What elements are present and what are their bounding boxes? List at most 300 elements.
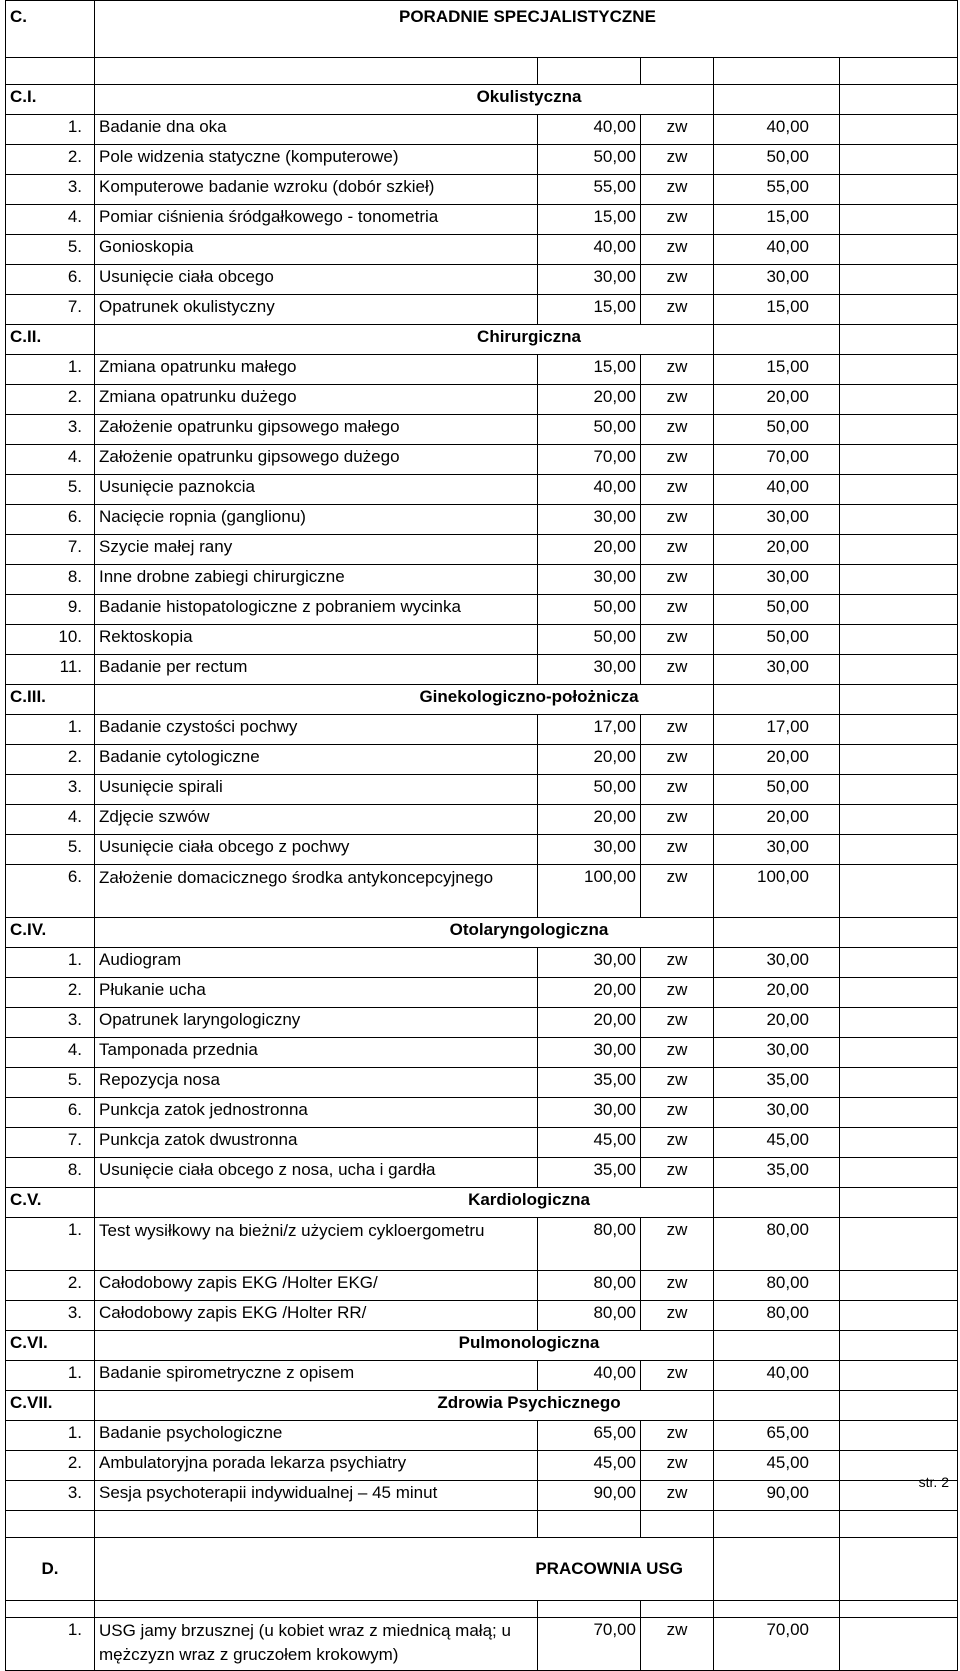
empty-cell xyxy=(714,918,840,948)
item-number: 3. xyxy=(6,1008,95,1038)
item-vat: zw xyxy=(641,175,714,205)
item-vat: zw xyxy=(641,295,714,325)
table-row xyxy=(6,205,958,235)
item-name: Usunięcie spirali xyxy=(95,775,538,805)
item-gross: 70,00 xyxy=(714,1618,840,1671)
item-price: 70,00 xyxy=(538,1618,641,1671)
item-price: 20,00 xyxy=(538,805,641,835)
empty-cell xyxy=(840,85,958,115)
item-vat: zw xyxy=(641,715,714,745)
item-price: 80,00 xyxy=(538,1218,641,1271)
item-price: 40,00 xyxy=(538,115,641,145)
item-gross: 50,00 xyxy=(714,145,840,175)
item-gross: 70,00 xyxy=(714,445,840,475)
section-title: Zdrowia Psychicznego xyxy=(95,1391,714,1421)
empty-cell xyxy=(840,595,958,625)
empty-cell xyxy=(840,1618,958,1671)
item-name: Zmiana opatrunku małego xyxy=(95,355,538,385)
empty-cell xyxy=(714,1188,840,1218)
table-row xyxy=(6,565,958,595)
empty-cell xyxy=(840,1158,958,1188)
table-row xyxy=(6,775,958,805)
item-price: 20,00 xyxy=(538,385,641,415)
item-price: 50,00 xyxy=(538,415,641,445)
section-code: C.VII. xyxy=(6,1391,95,1421)
table-row xyxy=(6,805,958,835)
item-vat: zw xyxy=(641,385,714,415)
table-row xyxy=(6,715,958,745)
empty-cell xyxy=(840,145,958,175)
item-number: 9. xyxy=(6,595,95,625)
item-number: 1. xyxy=(6,948,95,978)
item-price: 50,00 xyxy=(538,595,641,625)
item-name: Tamponada przednia xyxy=(95,1038,538,1068)
table-row xyxy=(6,1451,958,1481)
empty-cell xyxy=(840,835,958,865)
table-row xyxy=(6,115,958,145)
table-row xyxy=(6,1068,958,1098)
empty-cell xyxy=(840,175,958,205)
empty-cell xyxy=(840,715,958,745)
empty-cell xyxy=(840,1068,958,1098)
empty-cell xyxy=(538,1601,641,1618)
empty-cell xyxy=(714,1601,840,1618)
item-price: 17,00 xyxy=(538,715,641,745)
table-row xyxy=(6,1158,958,1188)
table-row xyxy=(6,175,958,205)
item-number: 1. xyxy=(6,1618,95,1671)
price-table xyxy=(5,0,958,1671)
item-number: 1. xyxy=(6,115,95,145)
item-gross: 30,00 xyxy=(714,1038,840,1068)
item-vat: zw xyxy=(641,595,714,625)
empty-cell xyxy=(641,58,714,85)
item-name: Płukanie ucha xyxy=(95,978,538,1008)
item-name: Nacięcie ropnia (ganglionu) xyxy=(95,505,538,535)
empty-cell xyxy=(840,475,958,505)
item-name: Sesja psychoterapii indywidualnej – 45 minut xyxy=(95,1481,538,1511)
item-vat: zw xyxy=(641,355,714,385)
item-number: 5. xyxy=(6,1068,95,1098)
table-row xyxy=(6,535,958,565)
empty-cell xyxy=(840,1098,958,1128)
empty-cell xyxy=(840,805,958,835)
empty-cell xyxy=(714,325,840,355)
empty-cell xyxy=(840,948,958,978)
item-price: 30,00 xyxy=(538,505,641,535)
item-price: 45,00 xyxy=(538,1451,641,1481)
item-vat: zw xyxy=(641,1451,714,1481)
item-number: 11. xyxy=(6,655,95,685)
table-row xyxy=(6,445,958,475)
item-name: Ambulatoryjna porada lekarza psychiatry xyxy=(95,1451,538,1481)
item-price: 30,00 xyxy=(538,1098,641,1128)
item-gross: 15,00 xyxy=(714,355,840,385)
empty-cell xyxy=(641,1601,714,1618)
item-gross: 40,00 xyxy=(714,235,840,265)
item-vat: zw xyxy=(641,505,714,535)
item-gross: 20,00 xyxy=(714,805,840,835)
table-row xyxy=(6,978,958,1008)
section-title: Pulmonologiczna xyxy=(95,1331,714,1361)
item-number: 1. xyxy=(6,355,95,385)
item-gross: 20,00 xyxy=(714,978,840,1008)
table-row xyxy=(6,1361,958,1391)
item-price: 20,00 xyxy=(538,535,641,565)
item-number: 5. xyxy=(6,475,95,505)
item-name: Pomiar ciśnienia śródgałkowego - tonometria xyxy=(95,205,538,235)
table-row xyxy=(6,1128,958,1158)
section-header-row xyxy=(6,1188,958,1218)
item-name: Usunięcie ciała obcego xyxy=(95,265,538,295)
empty-cell xyxy=(840,565,958,595)
item-number: 2. xyxy=(6,1451,95,1481)
item-price: 30,00 xyxy=(538,265,641,295)
item-vat: zw xyxy=(641,1038,714,1068)
item-name: Usunięcie paznokcia xyxy=(95,475,538,505)
item-price: 35,00 xyxy=(538,1068,641,1098)
item-name: Całodobowy zapis EKG /Holter EKG/ xyxy=(95,1271,538,1301)
item-vat: zw xyxy=(641,835,714,865)
item-vat: zw xyxy=(641,1421,714,1451)
item-gross: 15,00 xyxy=(714,295,840,325)
section-header-row xyxy=(6,1391,958,1421)
item-name: Zmiana opatrunku dużego xyxy=(95,385,538,415)
item-vat: zw xyxy=(641,865,714,918)
item-vat: zw xyxy=(641,415,714,445)
item-price: 15,00 xyxy=(538,295,641,325)
table-row xyxy=(6,145,958,175)
section-header-row xyxy=(6,918,958,948)
item-gross: 65,00 xyxy=(714,1421,840,1451)
empty-cell xyxy=(840,1218,958,1271)
item-vat: zw xyxy=(641,565,714,595)
item-price: 30,00 xyxy=(538,835,641,865)
item-vat: zw xyxy=(641,475,714,505)
empty-cell xyxy=(840,265,958,295)
item-vat: zw xyxy=(641,115,714,145)
empty-cell xyxy=(840,745,958,775)
empty-cell xyxy=(840,1331,958,1361)
item-gross: 90,00 xyxy=(714,1481,840,1511)
item-vat: zw xyxy=(641,1098,714,1128)
section-header-row xyxy=(6,325,958,355)
table-row xyxy=(6,265,958,295)
item-gross: 30,00 xyxy=(714,265,840,295)
item-gross: 45,00 xyxy=(714,1128,840,1158)
item-gross: 20,00 xyxy=(714,535,840,565)
item-gross: 100,00 xyxy=(714,865,840,918)
item-price: 80,00 xyxy=(538,1271,641,1301)
table-row xyxy=(6,835,958,865)
item-number: 3. xyxy=(6,1301,95,1331)
item-gross: 35,00 xyxy=(714,1068,840,1098)
item-vat: zw xyxy=(641,978,714,1008)
item-name: Zdjęcie szwów xyxy=(95,805,538,835)
item-vat: zw xyxy=(641,1068,714,1098)
item-name: Założenie opatrunku gipsowego dużego xyxy=(95,445,538,475)
table-row xyxy=(6,1618,958,1671)
item-gross: 50,00 xyxy=(714,595,840,625)
empty-cell xyxy=(840,355,958,385)
item-gross: 50,00 xyxy=(714,415,840,445)
item-name: Komputerowe badanie wzroku (dobór szkieł) xyxy=(95,175,538,205)
item-price: 30,00 xyxy=(538,655,641,685)
empty-cell xyxy=(714,1331,840,1361)
table-row xyxy=(6,625,958,655)
item-number: 7. xyxy=(6,1128,95,1158)
section-code: D. xyxy=(6,1538,95,1601)
item-number: 8. xyxy=(6,1158,95,1188)
item-name: Badanie psychologiczne xyxy=(95,1421,538,1451)
item-number: 6. xyxy=(6,265,95,295)
section-code: C.II. xyxy=(6,325,95,355)
item-gross: 30,00 xyxy=(714,655,840,685)
section-code: C.I. xyxy=(6,85,95,115)
item-number: 10. xyxy=(6,625,95,655)
item-name: Szycie małej rany xyxy=(95,535,538,565)
item-vat: zw xyxy=(641,1158,714,1188)
table-row xyxy=(6,475,958,505)
item-name: Gonioskopia xyxy=(95,235,538,265)
table-row xyxy=(6,505,958,535)
item-number: 4. xyxy=(6,1038,95,1068)
table-row xyxy=(6,295,958,325)
item-number: 8. xyxy=(6,565,95,595)
header-row xyxy=(6,1,958,58)
item-number: 6. xyxy=(6,865,95,918)
item-name: Badanie per rectum xyxy=(95,655,538,685)
table-row xyxy=(6,595,958,625)
item-number: 5. xyxy=(6,835,95,865)
item-vat: zw xyxy=(641,775,714,805)
table-row xyxy=(6,385,958,415)
item-gross: 80,00 xyxy=(714,1218,840,1271)
section-title: Ginekologiczno-położnicza xyxy=(95,685,714,715)
section-title: Otolaryngologiczna xyxy=(95,918,714,948)
item-price: 35,00 xyxy=(538,1158,641,1188)
empty-cell xyxy=(840,505,958,535)
item-vat: zw xyxy=(641,745,714,775)
section-title: Kardiologiczna xyxy=(95,1188,714,1218)
empty-cell xyxy=(840,1601,958,1618)
item-vat: zw xyxy=(641,1361,714,1391)
empty-cell xyxy=(840,295,958,325)
item-vat: zw xyxy=(641,205,714,235)
empty-cell xyxy=(641,1511,714,1538)
item-number: 4. xyxy=(6,205,95,235)
empty-cell xyxy=(840,1538,958,1601)
empty-cell xyxy=(840,205,958,235)
table-row xyxy=(6,745,958,775)
section-code: C.III. xyxy=(6,685,95,715)
item-name: Badanie dna oka xyxy=(95,115,538,145)
spacer-row xyxy=(6,58,958,85)
table-row xyxy=(6,1421,958,1451)
section-title: PRACOWNIA USG xyxy=(95,1538,714,1601)
item-number: 5. xyxy=(6,235,95,265)
item-vat: zw xyxy=(641,625,714,655)
item-gross: 30,00 xyxy=(714,505,840,535)
item-name: Badanie histopatologiczne z pobraniem wycinka xyxy=(95,595,538,625)
section-code: C.IV. xyxy=(6,918,95,948)
item-name: Rektoskopia xyxy=(95,625,538,655)
item-gross: 40,00 xyxy=(714,475,840,505)
item-number: 3. xyxy=(6,775,95,805)
empty-cell xyxy=(840,1038,958,1068)
item-vat: zw xyxy=(641,1301,714,1331)
item-price: 20,00 xyxy=(538,978,641,1008)
empty-cell xyxy=(840,918,958,948)
item-vat: zw xyxy=(641,235,714,265)
empty-cell xyxy=(840,1511,958,1538)
item-name: Inne drobne zabiegi chirurgiczne xyxy=(95,565,538,595)
price-list-document xyxy=(5,0,957,1671)
item-price: 30,00 xyxy=(538,565,641,595)
item-price: 40,00 xyxy=(538,1361,641,1391)
item-name: Badanie cytologiczne xyxy=(95,745,538,775)
item-gross: 40,00 xyxy=(714,115,840,145)
item-number: 3. xyxy=(6,175,95,205)
empty-cell xyxy=(840,115,958,145)
item-number: 2. xyxy=(6,145,95,175)
item-price: 50,00 xyxy=(538,145,641,175)
empty-cell xyxy=(95,1511,538,1538)
item-gross: 55,00 xyxy=(714,175,840,205)
table-row xyxy=(6,1038,958,1068)
item-gross: 20,00 xyxy=(714,1008,840,1038)
item-vat: zw xyxy=(641,145,714,175)
item-gross: 20,00 xyxy=(714,385,840,415)
table-row xyxy=(6,1301,958,1331)
item-price: 100,00 xyxy=(538,865,641,918)
item-number: 7. xyxy=(6,535,95,565)
item-price: 15,00 xyxy=(538,205,641,235)
item-name: Pole widzenia statyczne (komputerowe) xyxy=(95,145,538,175)
item-number: 2. xyxy=(6,385,95,415)
empty-cell xyxy=(840,535,958,565)
empty-cell xyxy=(714,85,840,115)
section-code: C.V. xyxy=(6,1188,95,1218)
empty-cell xyxy=(95,58,538,85)
item-price: 65,00 xyxy=(538,1421,641,1451)
empty-cell xyxy=(714,1538,840,1601)
item-gross: 30,00 xyxy=(714,1098,840,1128)
item-name: Punkcja zatok jednostronna xyxy=(95,1098,538,1128)
empty-cell xyxy=(840,1271,958,1301)
item-name: Założenie domacicznego środka antykoncepcyjnego xyxy=(95,865,538,918)
item-gross: 35,00 xyxy=(714,1158,840,1188)
item-vat: zw xyxy=(641,445,714,475)
table-row xyxy=(6,1098,958,1128)
item-price: 30,00 xyxy=(538,948,641,978)
item-gross: 30,00 xyxy=(714,948,840,978)
table-row xyxy=(6,865,958,918)
item-name: Badanie czystości pochwy xyxy=(95,715,538,745)
item-vat: zw xyxy=(641,948,714,978)
item-name: Opatrunek okulistyczny xyxy=(95,295,538,325)
item-name: USG jamy brzusznej (u kobiet wraz z miednicą małą; u mężczyzn wraz z gruczołem krokowym) xyxy=(95,1618,538,1671)
empty-cell xyxy=(6,1511,95,1538)
empty-cell xyxy=(840,1128,958,1158)
item-gross: 15,00 xyxy=(714,205,840,235)
item-price: 20,00 xyxy=(538,745,641,775)
empty-cell xyxy=(840,445,958,475)
item-price: 20,00 xyxy=(538,1008,641,1038)
item-name: Usunięcie ciała obcego z nosa, ucha i gardła xyxy=(95,1158,538,1188)
item-number: 3. xyxy=(6,1481,95,1511)
empty-cell xyxy=(538,58,641,85)
item-name: Audiogram xyxy=(95,948,538,978)
section-header-row xyxy=(6,85,958,115)
item-price: 45,00 xyxy=(538,1128,641,1158)
item-price: 50,00 xyxy=(538,775,641,805)
item-price: 55,00 xyxy=(538,175,641,205)
item-number: 1. xyxy=(6,1421,95,1451)
item-number: 3. xyxy=(6,415,95,445)
table-row xyxy=(6,1218,958,1271)
item-price: 40,00 xyxy=(538,475,641,505)
item-number: 4. xyxy=(6,445,95,475)
spacer-row xyxy=(6,1601,958,1618)
item-vat: zw xyxy=(641,805,714,835)
item-gross: 50,00 xyxy=(714,775,840,805)
item-gross: 30,00 xyxy=(714,565,840,595)
item-gross: 80,00 xyxy=(714,1301,840,1331)
item-name: Całodobowy zapis EKG /Holter RR/ xyxy=(95,1301,538,1331)
section-header-row xyxy=(6,1331,958,1361)
item-number: 4. xyxy=(6,805,95,835)
table-row xyxy=(6,1008,958,1038)
item-name: Punkcja zatok dwustronna xyxy=(95,1128,538,1158)
item-number: 1. xyxy=(6,1361,95,1391)
item-price: 30,00 xyxy=(538,1038,641,1068)
item-price: 15,00 xyxy=(538,355,641,385)
item-vat: zw xyxy=(641,265,714,295)
table-row xyxy=(6,355,958,385)
header-code: C. xyxy=(6,1,95,58)
item-vat: zw xyxy=(641,1008,714,1038)
item-vat: zw xyxy=(641,1618,714,1671)
empty-cell xyxy=(6,1601,95,1618)
table-row xyxy=(6,655,958,685)
empty-cell xyxy=(840,385,958,415)
empty-cell xyxy=(840,978,958,1008)
item-vat: zw xyxy=(641,1481,714,1511)
item-number: 6. xyxy=(6,1098,95,1128)
page-title: PORADNIE SPECJALISTYCZNE xyxy=(95,1,958,58)
item-gross: 17,00 xyxy=(714,715,840,745)
table-row xyxy=(6,235,958,265)
item-gross: 50,00 xyxy=(714,625,840,655)
item-price: 40,00 xyxy=(538,235,641,265)
item-gross: 40,00 xyxy=(714,1361,840,1391)
table-row xyxy=(6,1481,958,1511)
item-vat: zw xyxy=(641,655,714,685)
item-name: Test wysiłkowy na bieżni/z użyciem cykloergometru xyxy=(95,1218,538,1271)
empty-cell xyxy=(840,58,958,85)
item-vat: zw xyxy=(641,535,714,565)
item-price: 90,00 xyxy=(538,1481,641,1511)
item-name: Repozycja nosa xyxy=(95,1068,538,1098)
empty-cell xyxy=(95,1601,538,1618)
empty-cell xyxy=(714,1511,840,1538)
item-price: 80,00 xyxy=(538,1301,641,1331)
empty-cell xyxy=(840,625,958,655)
section-header-row xyxy=(6,1538,958,1601)
item-name: Założenie opatrunku gipsowego małego xyxy=(95,415,538,445)
item-vat: zw xyxy=(641,1271,714,1301)
